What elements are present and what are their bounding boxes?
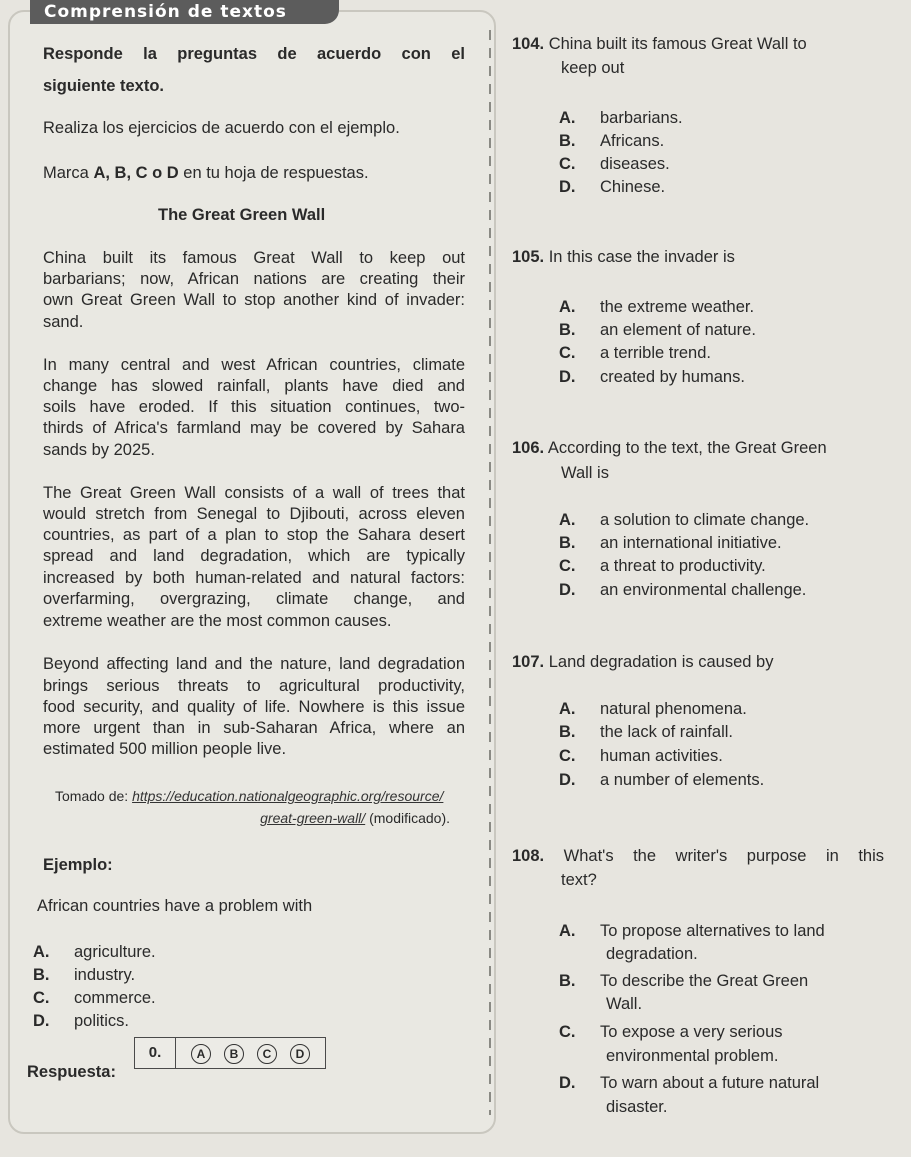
option-text: an environmental challenge. xyxy=(600,581,807,599)
example-option xyxy=(33,988,156,1009)
example-option xyxy=(33,965,135,986)
option-letter: A. xyxy=(559,922,576,940)
option-letter: B. xyxy=(559,972,576,990)
question-stem: Land degradation is caused by xyxy=(548,653,774,671)
instructions-line-2: siguiente texto. xyxy=(43,77,165,95)
question-number: 104. xyxy=(512,35,545,53)
option-letter: A. xyxy=(559,109,576,127)
reading-line: sand. xyxy=(43,313,84,331)
option-text: natural phenomena. xyxy=(600,700,747,718)
section-title: Comprensión de textos xyxy=(30,0,339,24)
answer-option[interactable] xyxy=(559,154,670,175)
option-letter: C. xyxy=(559,747,576,765)
option-text-continued: disaster. xyxy=(606,1098,668,1116)
question-number: 108. xyxy=(512,847,545,865)
option-letter: B. xyxy=(559,321,576,339)
option-text: To describe the Great Green xyxy=(600,972,809,990)
option-text: the lack of rainfall. xyxy=(600,723,733,741)
reading-line: The Great Green Wall consists of a wall of trees that xyxy=(43,484,465,502)
reading-line: overfarming, overgrazing, climate change, and xyxy=(43,590,465,608)
answer-option[interactable] xyxy=(559,367,745,388)
question-108 xyxy=(512,846,884,867)
answer-option[interactable] xyxy=(559,921,889,942)
option-letter: A. xyxy=(559,298,576,316)
option-text-continued: Wall. xyxy=(606,995,643,1013)
answer-option[interactable] xyxy=(559,580,806,601)
answer-option[interactable] xyxy=(559,108,683,129)
option-letter: D. xyxy=(33,1012,50,1030)
question-stem: In this case the invader is xyxy=(548,248,735,266)
option-text: commerce. xyxy=(74,989,156,1007)
question-stem-continued: text? xyxy=(561,871,597,889)
option-letter: D. xyxy=(559,581,576,599)
answer-option[interactable] xyxy=(559,510,809,531)
answer-option[interactable] xyxy=(559,556,766,577)
option-text: To expose a very serious xyxy=(600,1023,783,1041)
option-letter: B. xyxy=(33,966,50,984)
source-suffix: (modificado). xyxy=(365,810,450,826)
reading-line: In many central and west African countries, climate xyxy=(43,356,465,374)
answer-option[interactable] xyxy=(559,131,664,152)
answer-option[interactable] xyxy=(559,343,711,364)
option-letter: C. xyxy=(559,1023,576,1041)
example-question: African countries have a problem with xyxy=(37,897,313,915)
option-letter: B. xyxy=(559,132,576,150)
source-line-1 xyxy=(55,786,443,807)
instructions-line-1: Responde la preguntas de acuerdo con el xyxy=(43,45,465,63)
option-text: human activities. xyxy=(600,747,723,765)
reading-line: soils have eroded. If this situation continues, two- xyxy=(43,398,465,416)
question-104 xyxy=(512,34,807,55)
answer-option[interactable] xyxy=(559,297,754,318)
option-text: Africans. xyxy=(600,132,665,150)
source-link-continued[interactable]: great-green-wall/ xyxy=(260,810,366,826)
option-letter: A. xyxy=(559,700,576,718)
option-text: an element of nature. xyxy=(600,321,756,339)
reading-line: would stretch from Senegal to Djibouti, across eleven xyxy=(43,505,465,523)
option-letter: D. xyxy=(559,771,576,789)
option-letter: D. xyxy=(559,178,576,196)
option-letter: C. xyxy=(33,989,50,1007)
question-number: 106. xyxy=(512,439,545,457)
option-letter: C. xyxy=(559,155,576,173)
option-text: created by humans. xyxy=(600,368,745,386)
answer-box xyxy=(134,1037,326,1069)
answer-label: Respuesta: xyxy=(27,1063,116,1081)
question-stem-continued: Wall is xyxy=(561,464,609,482)
answer-option[interactable] xyxy=(559,320,756,341)
question-107 xyxy=(512,652,773,673)
reading-line: barbarians; now, African nations are creating their xyxy=(43,270,465,288)
reading-line: sands by 2025. xyxy=(43,441,155,459)
reading-line: Beyond affecting land and the nature, land degradation xyxy=(43,655,465,673)
instructions-suffix: en tu hoja de respuestas. xyxy=(178,164,369,182)
option-text: politics. xyxy=(74,1012,130,1030)
option-text: a threat to productivity. xyxy=(600,557,766,575)
question-number: 107. xyxy=(512,653,545,671)
reading-line: more urgent than in sub-Saharan Africa, where an xyxy=(43,719,465,737)
example-option xyxy=(33,942,156,963)
instructions-letters: A, B, C o D xyxy=(93,164,179,182)
option-letter: A. xyxy=(559,511,576,529)
option-letter: A. xyxy=(33,943,50,961)
answer-option[interactable] xyxy=(559,746,723,767)
option-letter: D. xyxy=(559,368,576,386)
reading-line: increased by both human-related and natural factors: xyxy=(43,569,465,587)
option-text: a terrible trend. xyxy=(600,344,711,362)
option-letter: C. xyxy=(559,344,576,362)
question-stem-continued: keep out xyxy=(561,59,625,77)
option-text: the extreme weather. xyxy=(600,298,755,316)
answer-bubble-b[interactable]: B xyxy=(224,1044,244,1064)
answer-bubble-d[interactable]: D xyxy=(290,1044,310,1064)
question-stem: China built its famous Great Wall to xyxy=(548,35,807,53)
reading-line: food security, and quality of life. Nowhere is this issue xyxy=(43,698,465,716)
reading-line: extreme weather are the most common causes. xyxy=(43,612,392,630)
source-line-2 xyxy=(0,808,450,829)
answer-option[interactable] xyxy=(559,699,747,720)
column-divider xyxy=(489,30,491,1115)
instructions-prefix: Marca xyxy=(43,164,94,182)
option-text: industry. xyxy=(74,966,136,984)
question-stem: According to the text, the Great Green xyxy=(547,439,827,457)
option-text: To propose alternatives to land xyxy=(600,922,825,940)
instructions-line-4 xyxy=(43,163,369,184)
option-text: Chinese. xyxy=(600,178,666,196)
answer-bubble-c[interactable]: C xyxy=(257,1044,277,1064)
source-link[interactable]: https://education.nationalgeographic.org/resource/ xyxy=(132,788,444,804)
reading-line: brings serious threats to agricultural productivity, xyxy=(43,677,465,695)
reading-line: spread and land degradation, which are typically xyxy=(43,547,465,565)
example-option xyxy=(33,1011,129,1032)
option-letter: B. xyxy=(559,723,576,741)
answer-option[interactable] xyxy=(559,770,764,791)
answer-option[interactable] xyxy=(559,1073,819,1094)
example-label: Ejemplo: xyxy=(43,856,113,874)
option-text: a number of elements. xyxy=(600,771,765,789)
reading-line: countries, as part of a plan to stop the Sahara desert xyxy=(43,526,465,544)
option-text: a solution to climate change. xyxy=(600,511,810,529)
option-text: agriculture. xyxy=(74,943,156,961)
answer-option[interactable] xyxy=(559,722,733,743)
reading-line: thirds of Africa's farmland may be covered by Sahara xyxy=(43,419,465,437)
reading-line: change has slowed rainfall, plants have died and xyxy=(43,377,465,395)
option-text: barbarians. xyxy=(600,109,683,127)
answer-option[interactable] xyxy=(559,1022,783,1043)
option-text-continued: degradation. xyxy=(606,945,698,963)
option-letter: C. xyxy=(559,557,576,575)
reading-line: estimated 500 million people live. xyxy=(43,740,287,758)
answer-option[interactable] xyxy=(559,177,665,198)
answer-option[interactable] xyxy=(559,971,808,992)
option-text: an international initiative. xyxy=(600,534,782,552)
reading-line: own Great Green Wall to stop another kind of invader: xyxy=(43,291,465,309)
option-letter: D. xyxy=(559,1074,576,1092)
source-prefix: Tomado de: xyxy=(55,788,133,804)
instructions-line-3: Realiza los ejercicios de acuerdo con el ejemplo. xyxy=(43,119,400,137)
question-106 xyxy=(512,438,827,459)
answer-number: 0. xyxy=(135,1038,176,1068)
answer-bubble-a[interactable]: A xyxy=(191,1044,211,1064)
reading-title: The Great Green Wall xyxy=(158,206,326,224)
answer-option[interactable] xyxy=(559,533,782,554)
question-stem: What's the writer's purpose in this xyxy=(563,847,884,865)
option-text-continued: environmental problem. xyxy=(606,1047,779,1065)
option-text: To warn about a future natural xyxy=(600,1074,820,1092)
option-letter: B. xyxy=(559,534,576,552)
reading-line: China built its famous Great Wall to keep out xyxy=(43,249,465,267)
question-105 xyxy=(512,247,735,268)
option-text: diseases. xyxy=(600,155,670,173)
question-number: 105. xyxy=(512,248,545,266)
